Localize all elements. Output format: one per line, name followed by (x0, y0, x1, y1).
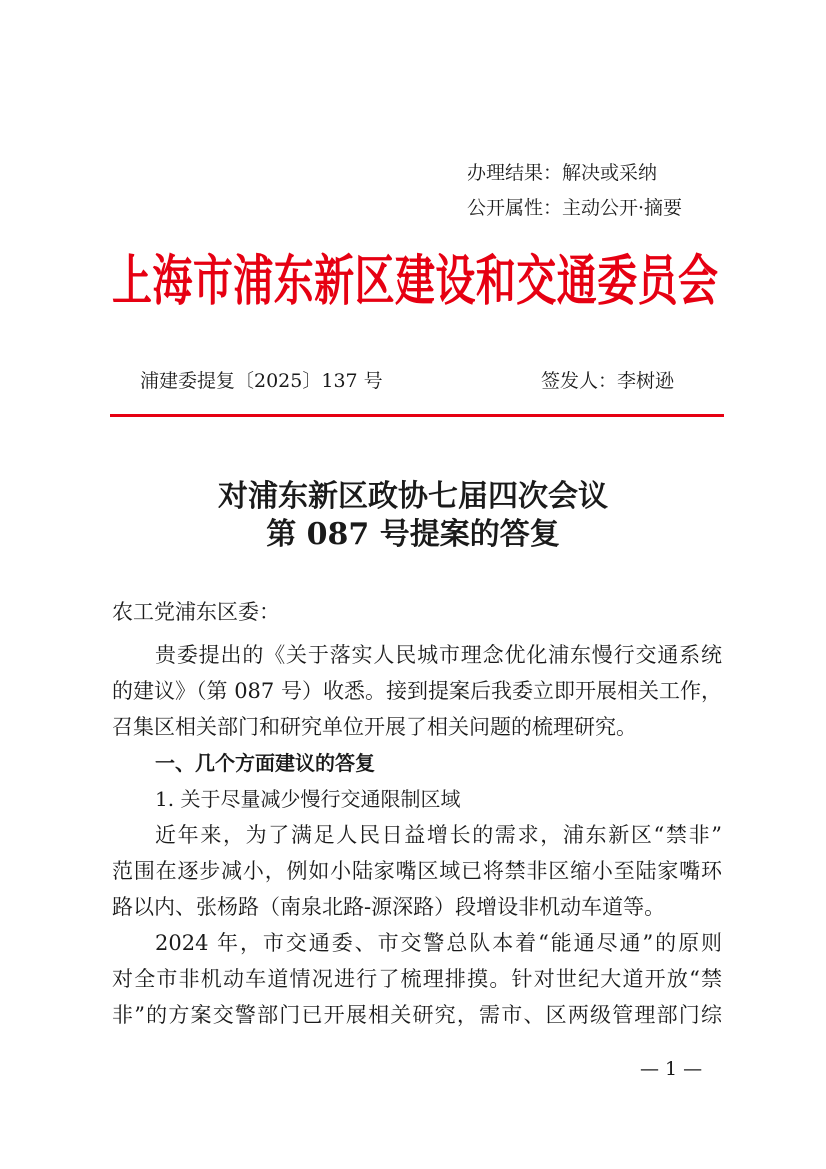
signer: 签发人：李树逊 (541, 370, 675, 392)
paragraph-3-line-2: 对全市非机动车道情况进行了梳理排摸。针对世纪大道开放“禁 (112, 967, 722, 991)
paragraph-3-line-1: 2024 年，市交通委、市交警总队本着“能通尽通”的原则 (155, 931, 722, 955)
paragraph-1-line-2: 的建议》（第 087 号）收悉。接到提案后我委立即开展相关工作， (112, 679, 722, 703)
document-title-line-2: 第 087 号提案的答复 (266, 517, 560, 552)
recipient: 农工党浦东区委： (112, 600, 280, 624)
disclosure-attribute: 公开属性：主动公开·摘要 (467, 197, 683, 219)
paragraph-2-line-3: 路以内、张杨路（南泉北路-源深路）段增设非机动车道等。 (112, 895, 666, 919)
paragraph-2-line-1: 近年来，为了满足人民日益增长的需求，浦东新区“禁非” (155, 823, 722, 847)
subsection-heading-1: 1. 关于尽量减少慢行交通限制区域 (155, 787, 461, 811)
organization-title: 上海市浦东新区建设和交通委员会 (112, 249, 718, 314)
handling-result: 办理结果：解决或采纳 (467, 162, 658, 184)
paragraph-2-line-2: 范围在逐步减小，例如小陆家嘴区域已将禁非区缩小至陆家嘴环 (112, 859, 722, 883)
document-title-line-1: 对浦东新区政协七届四次会议 (218, 479, 608, 514)
page-number: — 1 — (640, 1058, 703, 1080)
document-body (112, 594, 722, 1033)
paragraph-3-line-3: 非”的方案交警部门已开展相关研究，需市、区两级管理部门综 (112, 1003, 722, 1027)
paragraph-1-line-3: 召集区相关部门和研究单位开展了相关问题的梳理研究。 (112, 715, 637, 739)
red-divider (110, 414, 724, 417)
section-heading-1: 一、几个方面建议的答复 (155, 751, 375, 775)
document-number: 浦建委提复〔2025〕137 号 (140, 370, 383, 392)
paragraph-1-line-1: 贵委提出的《关于落实人民城市理念优化浦东慢行交通系统 (155, 643, 722, 667)
